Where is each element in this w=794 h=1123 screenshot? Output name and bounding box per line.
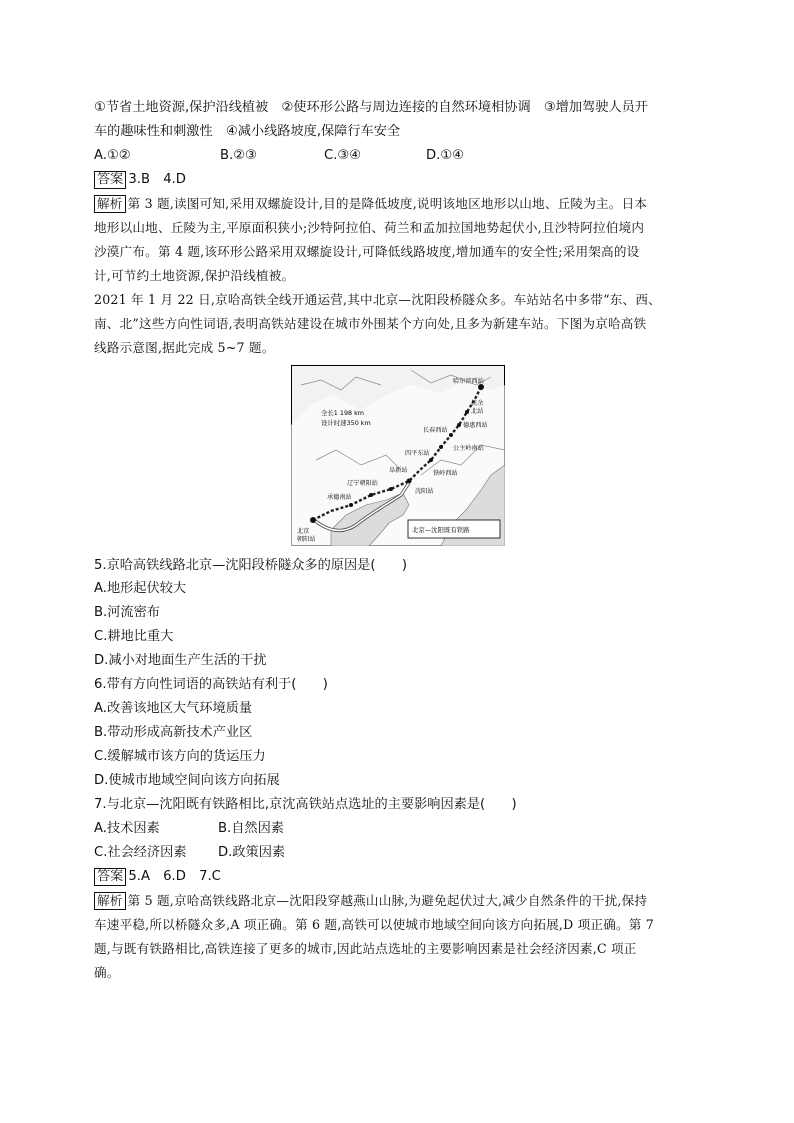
q5-option-d: D.减小对地面生产生活的干扰 [94, 653, 267, 668]
analysis-row-2 [94, 890, 647, 912]
station-label: 哈尔滨西站 [453, 378, 484, 385]
analysis-text: 题,与既有铁路相比,高铁连接了更多的城市,因此站点选址的主要影响因素是社会经济因素,C 项正 [94, 941, 637, 956]
intro-text: 2021 年 1 月 22 日,京哈高铁全线开通运营,其中北京—沈阳段桥隧众多。车站站名中多带“东、西、 [94, 292, 661, 307]
q5-option-c: C.耕地比重大 [94, 629, 174, 644]
intro-text: 线路示意图,据此完成 5~7 题。 [94, 340, 275, 355]
choice-b: B.②③ [220, 148, 257, 163]
analysis-text: 车速平稳,所以桥隧众多,A 项正确。第 6 题,高铁可以使城市地域空间向该方向拓展,D 项正确。第 7 [94, 917, 655, 932]
q5-option-a: A.地形起伏较大 [94, 581, 187, 596]
answer-row-2 [94, 866, 221, 888]
question-7-stem: 7.与北京—沈阳既有铁路相比,京沈高铁站点选址的主要影响因素是( ) [94, 797, 517, 812]
q7-options-row-1 [94, 818, 284, 840]
analysis-text: 地形以山地、丘陵为主,平原面积狭小;沙特阿拉伯、荷兰和孟加拉国地势起伏小,且沙特阿拉伯境内 [94, 220, 645, 235]
map-speed: 设计时速350 km [321, 419, 371, 427]
q7-option-a: A.技术因素 [94, 821, 160, 836]
station-label: 沈阳站 [415, 488, 434, 495]
q7-options-row-2 [94, 842, 285, 864]
intro-text: 南、北”这些方向性词语,表明高铁站建设在城市外围某个方向处,且多为新建车站。下图为京哈高铁 [94, 316, 647, 331]
q7-option-d: D.政策因素 [218, 845, 286, 860]
railway-map [291, 365, 505, 546]
map-length: 全长1 198 km [321, 409, 365, 417]
analysis-row-1 [94, 193, 647, 215]
option-text-line-2: 车的趣味性和刺激性 ④减小线路坡度,保障行车安全 [94, 124, 401, 139]
station-label: 朝阳站 [297, 536, 316, 543]
station-label: 辽宁朝阳站 [347, 480, 378, 487]
q6-option-a: A.改善该地区大气环境质量 [94, 701, 253, 716]
station-label: 扶余 [471, 400, 484, 407]
question-6-stem: 6.带有方向性词语的高铁站有利于( ) [94, 677, 328, 692]
answer-tag: 答案 [94, 171, 126, 189]
station-label: 北站 [471, 408, 484, 415]
analysis-text: 计,可节约土地资源,保护沿线植被。 [94, 268, 295, 283]
station-label: 承德南站 [327, 494, 352, 501]
station-label: 公主岭南站 [453, 445, 484, 452]
option-text-line-1: ①节省土地资源,保护沿线植被 ②使环形公路与周边连接的自然环境相协调 ③增加驾驶人员开 [94, 100, 648, 115]
choice-a: A.①② [94, 148, 131, 163]
q6-option-b: B.带动形成高新技术产业区 [94, 725, 253, 740]
answer-text: 5.A 6.D 7.C [128, 869, 221, 884]
analysis-tag: 解析 [94, 195, 126, 213]
answer-row-1 [94, 169, 186, 191]
station-label: 德惠西站 [463, 422, 488, 429]
station-label: 长春西站 [423, 427, 448, 434]
station-label: 北京 [297, 528, 310, 535]
analysis-text: 第 5 题,京哈高铁线路北京—沈阳段穿越燕山山脉,为避免起伏过大,减少自然条件的干扰,保持 [127, 893, 648, 908]
analysis-text: 第 3 题,读图可知,采用双螺旋设计,目的是降低坡度,说明该地区地形以山地、丘陵为主。日本 [127, 196, 648, 211]
question-5-stem: 5.京哈高铁线路北京—沈阳段桥隧众多的原因是( ) [94, 558, 407, 573]
q6-option-c: C.缓解城市该方向的货运压力 [94, 749, 266, 764]
q7-option-b: B.自然因素 [218, 821, 284, 836]
q6-option-d: D.使城市地域空间向该方向拓展 [94, 773, 280, 788]
q7-option-c: C.社会经济因素 [94, 845, 187, 860]
choice-row-q4 [94, 145, 464, 167]
q5-option-b: B.河流密布 [94, 605, 160, 620]
analysis-text: 沙漠广布。第 4 题,该环形公路采用双螺旋设计,可降低线路坡度,增加通车的安全性;采用架高的设 [94, 244, 640, 259]
analysis-text: 确。 [94, 965, 120, 980]
answer-text: 3.B 4.D [128, 172, 186, 187]
station-label: 阜新站 [389, 467, 408, 474]
choice-c: C.③④ [324, 148, 362, 163]
station-label: 铁岭西站 [433, 470, 458, 477]
choice-d: D.①④ [426, 148, 464, 163]
answer-tag: 答案 [94, 868, 126, 886]
analysis-tag: 解析 [94, 892, 126, 910]
station-label: 四平东站 [405, 450, 430, 457]
map-legend-label: 北京—沈阳既有铁路 [412, 526, 470, 534]
